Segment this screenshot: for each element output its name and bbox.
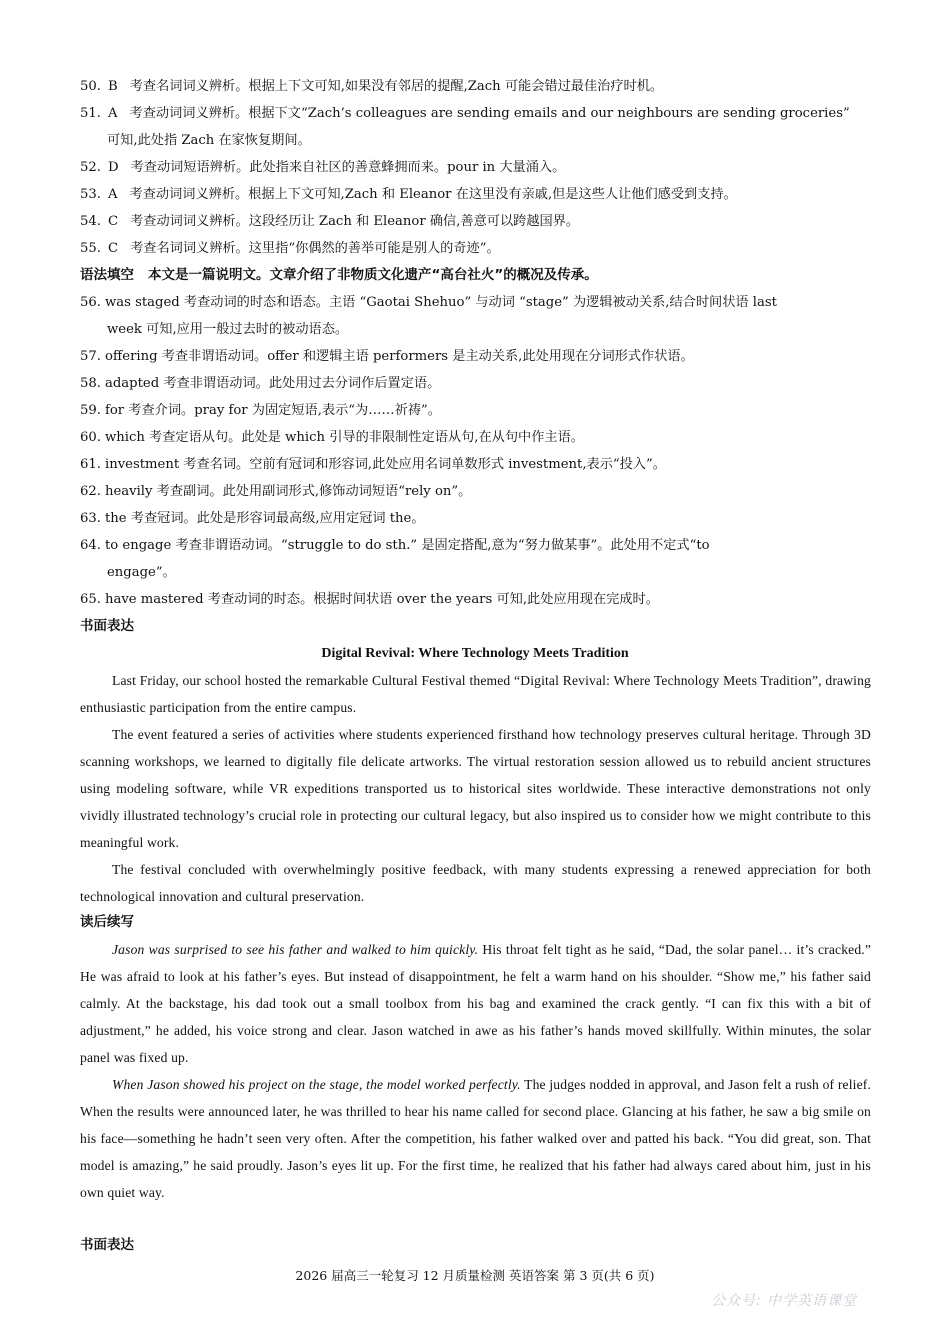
answer-62: 62. heavily 考查副词。此处用副词形式,修饰动词短语“rely on”。: [80, 484, 472, 499]
continuation-body-2: The judges nodded in approval, and Jason felt a rush of relief. When the results were announced later, he was thrilled to hear his name called for second place. Glancing at his father, he saw a big smile on his face—something he hadn’t seen very often. After the competition, his father walked over and patted his back. “You did great, son. That model is amazing,” he said proudly. Jason’s eyes lit up. For the first time, he realized that his father had always cared about him, just in his own quiet way.: [80, 1077, 871, 1200]
answer-50: 50. B 考查名词词义辨析。根据上下文可知,如果没有邻居的提醒,Zach 可能会错过最佳治疗时机。: [80, 79, 664, 94]
continuation-paragraph-2: [80, 1071, 871, 1206]
answer-59: 59. for 考查介词。pray for 为固定短语,表示“为……祈祷”。: [80, 403, 441, 418]
answer-53: 53. A 考查动词词义辨析。根据上下文可知,Zach 和 Eleanor 在这里没有亲戚,但是这些人让他们感受到支持。: [80, 187, 737, 202]
continuation-lead-1: Jason was surprised to see his father and walked to him quickly.: [112, 942, 479, 957]
answer-56-continued: week 可知,应用一般过去时的被动语态。: [107, 322, 349, 337]
writing-section-heading: 书面表达: [80, 618, 134, 634]
continuation-body-1: His throat felt tight as he said, “Dad, the solar panel… it’s cracked.” He was afraid to look at his father’s eyes. But instead of disappointment, he felt a warm hand on his shoulder. “Show me,” his father said calmly. At the backstage, his dad took out a small toolbox from his bag and examined the crack gently. “I can fix this with a bit of adjustment,” he added, his voice strong and clear. Jason watched in awe as his father’s hands moved skillfully. Within minutes, the solar panel was fixed up.: [80, 942, 872, 1065]
answer-55: 55. C 考查名词词义辨析。这里指“你偶然的善举可能是别人的奇迹”。: [80, 241, 500, 256]
essay-paragraph-3: The festival concluded with overwhelmingly positive feedback, with many students expressing a renewed appreciation for both technological innovation and cultural preservation.: [80, 862, 871, 904]
answer-64: 64. to engage 考查非谓语动词。“struggle to do sth.” 是固定搭配,意为“努力做某事”。此处用不定式“to: [80, 538, 710, 553]
answer-54: 54. C 考查动词词义辨析。这段经历让 Zach 和 Eleanor 确信,善意可以跨越国界。: [80, 214, 580, 229]
answer-63: 63. the 考查冠词。此处是形容词最高级,应用定冠词 the。: [80, 511, 425, 526]
answer-56: 56. was staged 考查动词的时态和语态。主语 “Gaotai Shehuo” 与动词 “stage” 为逻辑被动关系,结合时间状语 last: [80, 295, 777, 310]
answer-58: 58. adapted 考查非谓语动词。此处用过去分词作后置定语。: [80, 376, 441, 391]
answer-52: 52. D 考查动词短语辨析。此处指来自社区的善意蜂拥而来。pour in 大量涌入。: [80, 160, 566, 175]
answer-64-continued: engage”。: [107, 565, 176, 580]
answer-61: 61. investment 考查名词。空前有冠词和形容词,此处应用名词单数形式 investment,表示“投入”。: [80, 457, 666, 472]
continuation-lead-2: When Jason showed his project on the stage, the model worked perfectly.: [112, 1077, 521, 1092]
essay-paragraph-2: The event featured a series of activities where students experienced firsthand how technology preserves cultural heritage. Through 3D scanning workshops, we learned to digitally file delicate artworks. The virtual restoration session allowed us to rebuild ancient structures using modeling software, while VR expeditions transported us to historical sites worldwide. These interactive demonstrations not only vividly illustrated technology’s crucial role in protecting our cultural legacy, but also inspired us to consider how we might contribute to this meaningful work.: [80, 727, 871, 850]
watermark: 公众号: 中学英语课堂: [711, 1293, 858, 1309]
page-footer: 2026 届高三一轮复习 12 月质量检测 英语答案 第 3 页(共 6 页): [295, 1268, 655, 1283]
answer-51: 51. A 考查动词词义辨析。根据下文“Zach’s colleagues are sending emails and our neighbours are sending groceries”: [80, 106, 850, 121]
continuation-section-heading: 读后续写: [80, 914, 134, 930]
essay-title: Digital Revival: Where Technology Meets Tradition: [321, 646, 629, 661]
essay-paragraph-1: Last Friday, our school hosted the remarkable Cultural Festival themed “Digital Revival: Where Technology Meets Tradition”, drawing enthusiastic participation from the entire campus.: [80, 673, 871, 715]
answer-57: 57. offering 考查非谓语动词。offer 和逻辑主语 performers 是主动关系,此处用现在分词形式作状语。: [80, 349, 694, 364]
answer-51-continued: 可知,此处指 Zach 在家恢复期间。: [107, 133, 311, 148]
continuation-paragraph-1: [80, 936, 871, 1071]
answer-65: 65. have mastered 考查动词的时态。根据时间状语 over the years 可知,此处应用现在完成时。: [80, 592, 659, 607]
writing-section-heading-2: 书面表达: [80, 1237, 134, 1253]
grammar-section-heading: 语法填空 本文是一篇说明文。文章介绍了非物质文化遗产“高台社火”的概况及传承。: [80, 267, 598, 283]
answer-60: 60. which 考查定语从句。此处是 which 引导的非限制性定语从句,在从句中作主语。: [80, 430, 584, 445]
